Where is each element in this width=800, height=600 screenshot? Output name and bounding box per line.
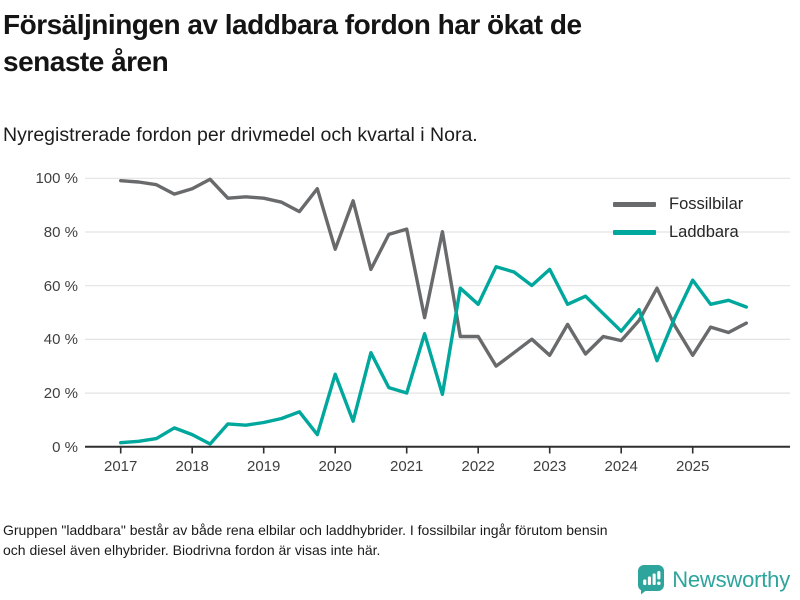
x-axis-ticks [121, 447, 693, 454]
y-tick-label: 60 % [43, 278, 78, 295]
x-axis [85, 447, 790, 475]
brand-logo [637, 564, 790, 595]
y-tick-label: 20 % [43, 385, 78, 402]
y-tick-label: 80 % [43, 224, 78, 241]
legend-label-laddbara: Laddbara [669, 222, 739, 241]
y-tick-label: 40 % [43, 331, 78, 348]
x-tick-label: 2023 [533, 458, 567, 475]
footnote [3, 521, 793, 560]
x-tick-label: 2021 [390, 458, 424, 475]
y-tick-label: 0 % [52, 439, 78, 456]
legend-label-fossilbilar: Fossilbilar [669, 194, 744, 213]
x-tick-label: 2018 [175, 458, 209, 475]
y-tick-label: 100 % [35, 170, 78, 187]
x-tick-label: 2020 [318, 458, 352, 475]
brand-name: Newsworthy [672, 566, 790, 592]
x-axis-labels [104, 458, 709, 475]
fossilbilar-swatch [613, 202, 656, 207]
footnote-line-1: Gruppen "laddbara" består av både rena elbilar och laddhybrider. I fossilbilar ingår förutom bensin [3, 522, 608, 538]
footnote-line-2: och diesel även elhybrider. Biodrivna fordon är visas inte här. [3, 541, 381, 558]
x-tick-label: 2019 [247, 458, 281, 475]
legend-item-laddbara [613, 218, 743, 246]
laddbara-swatch [613, 230, 656, 235]
title-line-1: Försäljningen av laddbara fordon har ökat de [3, 9, 582, 40]
x-tick-label: 2017 [104, 458, 138, 475]
legend-item-fossilbilar [613, 190, 743, 218]
x-tick-label: 2022 [461, 458, 495, 475]
x-tick-label: 2024 [604, 458, 638, 475]
newsworthy-icon [637, 564, 665, 595]
y-axis-labels [35, 170, 78, 456]
x-tick-label: 2025 [676, 458, 710, 475]
title-line-2: senaste åren [3, 46, 169, 77]
legend [613, 190, 743, 246]
chart-subtitle: Nyregistrerade fordon per drivmedel och kvartal i Nora. [3, 124, 478, 146]
